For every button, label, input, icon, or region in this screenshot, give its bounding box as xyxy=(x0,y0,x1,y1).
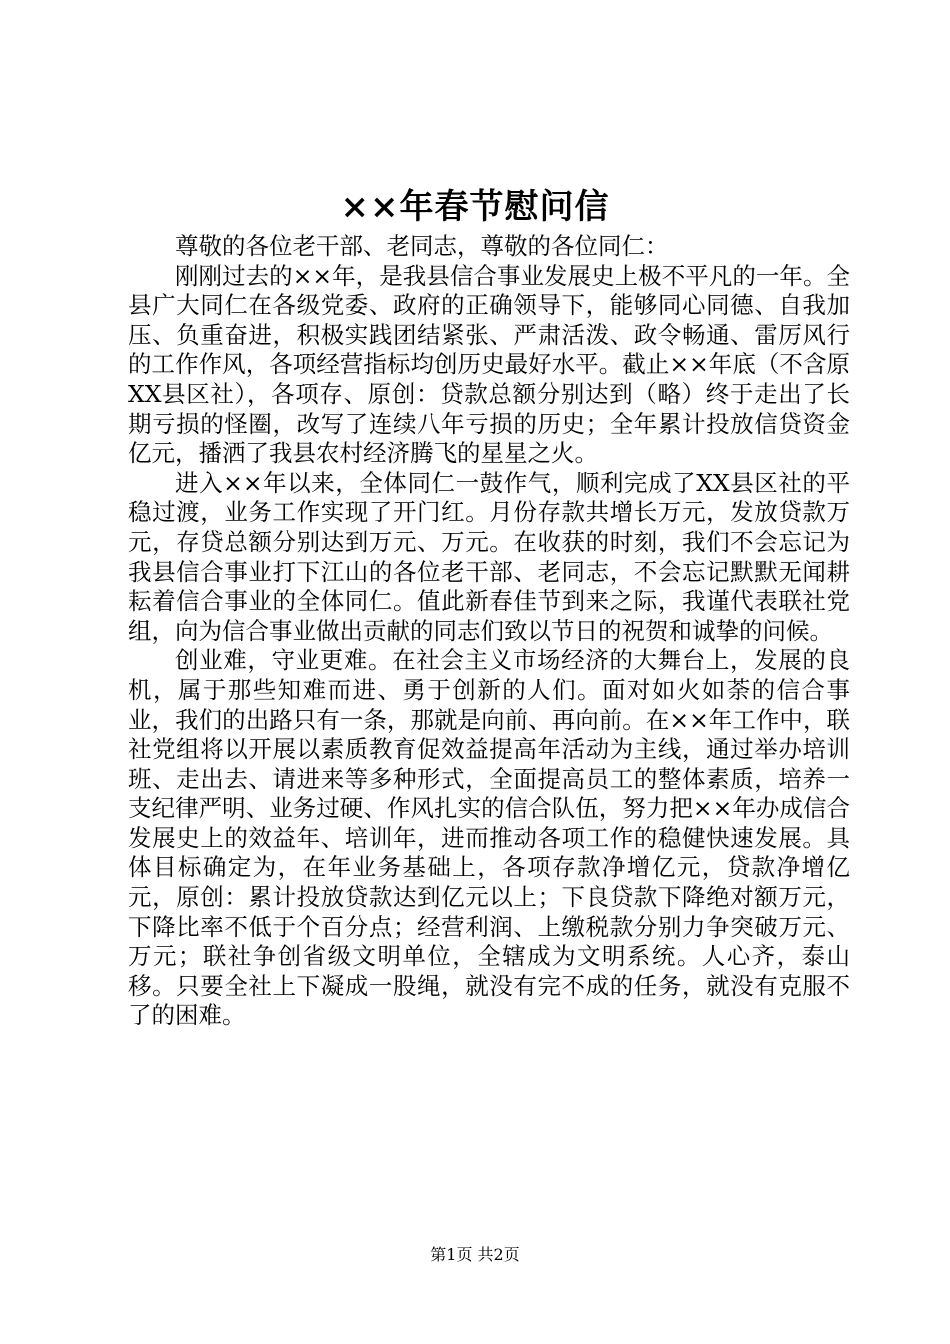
paragraph-2: 进入××年以来，全体同仁一鼓作气，顺利完成了XX县区社的平稳过渡，业务工作实现了开门红。月份存款共增长万元，发放贷款万元，存贷总额分别达到万元、万元。在收获的时刻，我们不会忘记为我县信合事业打下江山的各位老干部、老同志，不会忘记默默无闻耕耘着信合事业的全体同仁。值此新春佳节到来之际，我谨代表联社党组，向为信合事业做出贡献的同志们致以节日的祝贺和诚挚的问候。 xyxy=(128,468,850,645)
document-title: ××年春节慰问信 xyxy=(340,187,610,227)
page-footer: 第1页 共2页 xyxy=(430,1245,520,1264)
paragraph-3: 创业难，守业更难。在社会主义市场经济的大舞台上，发展的良机，属于那些知难而进、勇于创新的人们。面对如火如荼的信合事业，我们的出路只有一条，那就是向前、再向前。在××年工作中，联社党组将以开展以素质教育促效益提高年活动为主线，通过举办培训班、走出去、请进来等多种形式，全面提高员工的整体素质，培养一支纪律严明、业务过硬、作风扎实的信合队伍，努力把××年办成信合发展史上的效益年、培训年，进而推动各项工作的稳健快速发展。具体目标确定为，在年业务基础上，各项存款净增亿元，贷款净增亿元，原创：累计投放贷款达到亿元以上；下良贷款下降绝对额万元，下降比率不低于个百分点；经营利润、上缴税款分别力争突破万元、万元；联社争创省级文明单位，全辖成为文明系统。人心齐，泰山移。只要全社上下凝成一股绳，就没有完不成的任务，就没有克服不了的困难。 xyxy=(128,646,850,1030)
document-body xyxy=(128,232,850,1031)
salutation: 尊敬的各位老干部、老同志，尊敬的各位同仁： xyxy=(175,232,669,260)
paragraph-1: 刚刚过去的××年，是我县信合事业发展史上极不平凡的一年。全县广大同仁在各级党委、政府的正确领导下，能够同心同德、自我加压、负重奋进，积极实践团结紧张、严肃活泼、政令畅通、雷厉风行的工作作风，各项经营指标均创历史最好水平。截止××年底（不含原XX县区社），各项存、原创：贷款总额分别达到（略）终于走出了长期亏损的怪圈，改写了连续八年亏损的历史；全年累计投放信贷资金亿元，播洒了我县农村经济腾飞的星星之火。 xyxy=(128,261,850,468)
